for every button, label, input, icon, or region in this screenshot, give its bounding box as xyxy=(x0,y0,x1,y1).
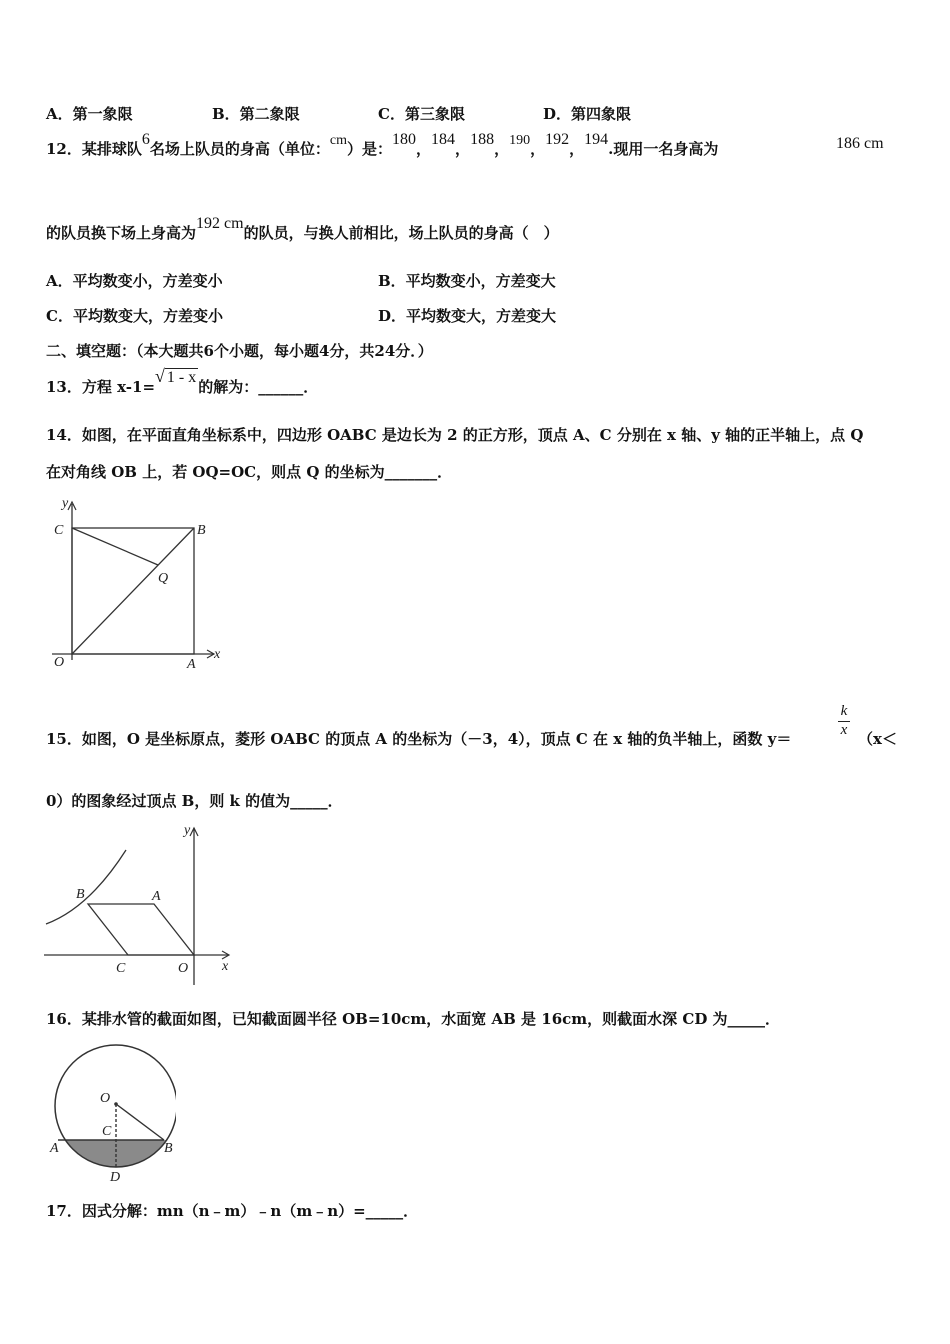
q15-rhombus xyxy=(88,904,194,955)
q16-label-d: D xyxy=(110,1170,121,1182)
q12-new-height-value: 186 cm xyxy=(836,135,884,152)
q15-line-2: 0）的图象经过顶点 B，则 k 的值为_____． xyxy=(46,792,343,810)
q14-line-2: 在对角线 OB 上，若 OQ=OC，则点 Q 的坐标为_______． xyxy=(46,463,453,481)
q16-label-o: O xyxy=(100,1091,111,1106)
q16-label-c: C xyxy=(102,1124,112,1139)
q14-label-q: Q xyxy=(158,571,169,586)
q16-radius-ob xyxy=(116,1104,164,1140)
q12-number: 12． xyxy=(46,140,82,158)
q14-diagonal-ob xyxy=(72,528,194,654)
q12-text-5: 的队员换下场上身高为 xyxy=(46,224,197,242)
q17-line-1: 17．因式分解：mn（n﹣m）﹣n（m﹣n）=_____． xyxy=(46,1202,419,1220)
q12-count: 6 xyxy=(141,131,150,148)
q12-text-6: 的队员，与换人前相比，场上队员的身高（ ） xyxy=(243,224,559,242)
q16-figure xyxy=(46,1040,176,1182)
q15-label-y: y xyxy=(184,823,191,838)
q12-new-height xyxy=(836,134,884,153)
q14-label-x: x xyxy=(214,647,221,662)
q14-label-y: y xyxy=(62,496,69,511)
q11-option-a: A．第一象限 xyxy=(46,105,133,123)
q12-height-4: 190 xyxy=(509,133,531,148)
q15-tail: （x＜ xyxy=(858,730,897,748)
q12-option-a: A．平均数变小，方差变小 xyxy=(46,272,223,290)
q16-line-1: 16．某排水管的截面如图，已知截面圆半径 OB=10cm，水面宽 AB 是 16cm，则截面水深 CD 为_____． xyxy=(46,1010,781,1028)
q13-suffix: 的解为：______． xyxy=(198,378,319,396)
q16-center-point xyxy=(114,1102,118,1106)
q12-option-d: D．平均数变大，方差变大 xyxy=(378,307,557,325)
q12-unit: cm xyxy=(329,133,348,148)
q15-curve xyxy=(46,850,126,924)
q14-label-c: C xyxy=(54,523,64,538)
q14-label-b: B xyxy=(197,523,206,538)
q12-height-1: 180 xyxy=(392,131,417,148)
q12-option-b: B．平均数变小，方差变大 xyxy=(378,272,556,290)
q15-line-1: 15．如图，O 是坐标原点，菱形 OABC 的顶点 A 的坐标为（－3，4），顶点 C 在 x 轴的负半轴上，函数 y＝ xyxy=(46,730,792,748)
q12-height-6: 194 xyxy=(584,131,609,148)
q15-label-x: x xyxy=(222,959,229,974)
q14-segment-cq xyxy=(72,528,158,565)
q12-height-5: 192 xyxy=(545,131,570,148)
q11-option-d: D．第四象限 xyxy=(543,105,632,123)
q13-radicand: 1 - x xyxy=(166,369,197,386)
q13-line xyxy=(46,366,319,397)
q12-text-3: ）是： xyxy=(347,140,393,158)
q11-option-c: C．第三象限 xyxy=(378,105,465,123)
q12-height-3: 188 xyxy=(470,131,495,148)
q12-text-4: .现用一名身高为 xyxy=(608,140,719,158)
q13-radical: √ 1 - x xyxy=(155,366,197,386)
q12-text-2: 名场上队员的身高（单位： xyxy=(149,140,330,158)
q14-label-a: A xyxy=(187,657,196,672)
q15-label-o: O xyxy=(178,961,189,976)
q16-label-b: B xyxy=(164,1141,173,1156)
q15-label-a: A xyxy=(152,889,161,904)
q14-figure xyxy=(44,492,224,682)
q15-figure xyxy=(44,820,244,988)
q11-option-b: B．第二象限 xyxy=(212,105,300,123)
q15-fraction xyxy=(836,703,852,739)
q13-prefix: 13．方程 x-1= xyxy=(46,378,156,396)
q14-line-1: 14．如图，在平面直角坐标系中，四边形 OABC 是边长为 2 的正方形，顶点 A、C 分别在 x 轴、y 轴的正半轴上，点 Q xyxy=(46,426,864,444)
q12-height-2: 184 xyxy=(431,131,456,148)
q14-label-o: O xyxy=(54,655,65,670)
q12-old-height: 192 cm xyxy=(196,215,244,232)
q16-label-a: A xyxy=(50,1141,59,1156)
q12-option-c: C．平均数变大，方差变小 xyxy=(46,307,223,325)
q12-text-1: 某排球队 xyxy=(81,140,142,158)
q12-line-2 xyxy=(46,215,559,243)
q15-label-b: B xyxy=(76,887,85,902)
q15-fraction-denominator: x xyxy=(838,721,850,739)
section-2-heading: 二、填空题：（本大题共6个小题，每小题4分，共24分．） xyxy=(46,342,433,360)
q15-label-c: C xyxy=(116,961,126,976)
q12-line-1: 12．某排球队6名场上队员的身高（单位：cm）是：180，184，188，190，192，194.现用一名身高为 xyxy=(46,131,719,158)
q15-fraction-numerator: k xyxy=(840,703,848,719)
